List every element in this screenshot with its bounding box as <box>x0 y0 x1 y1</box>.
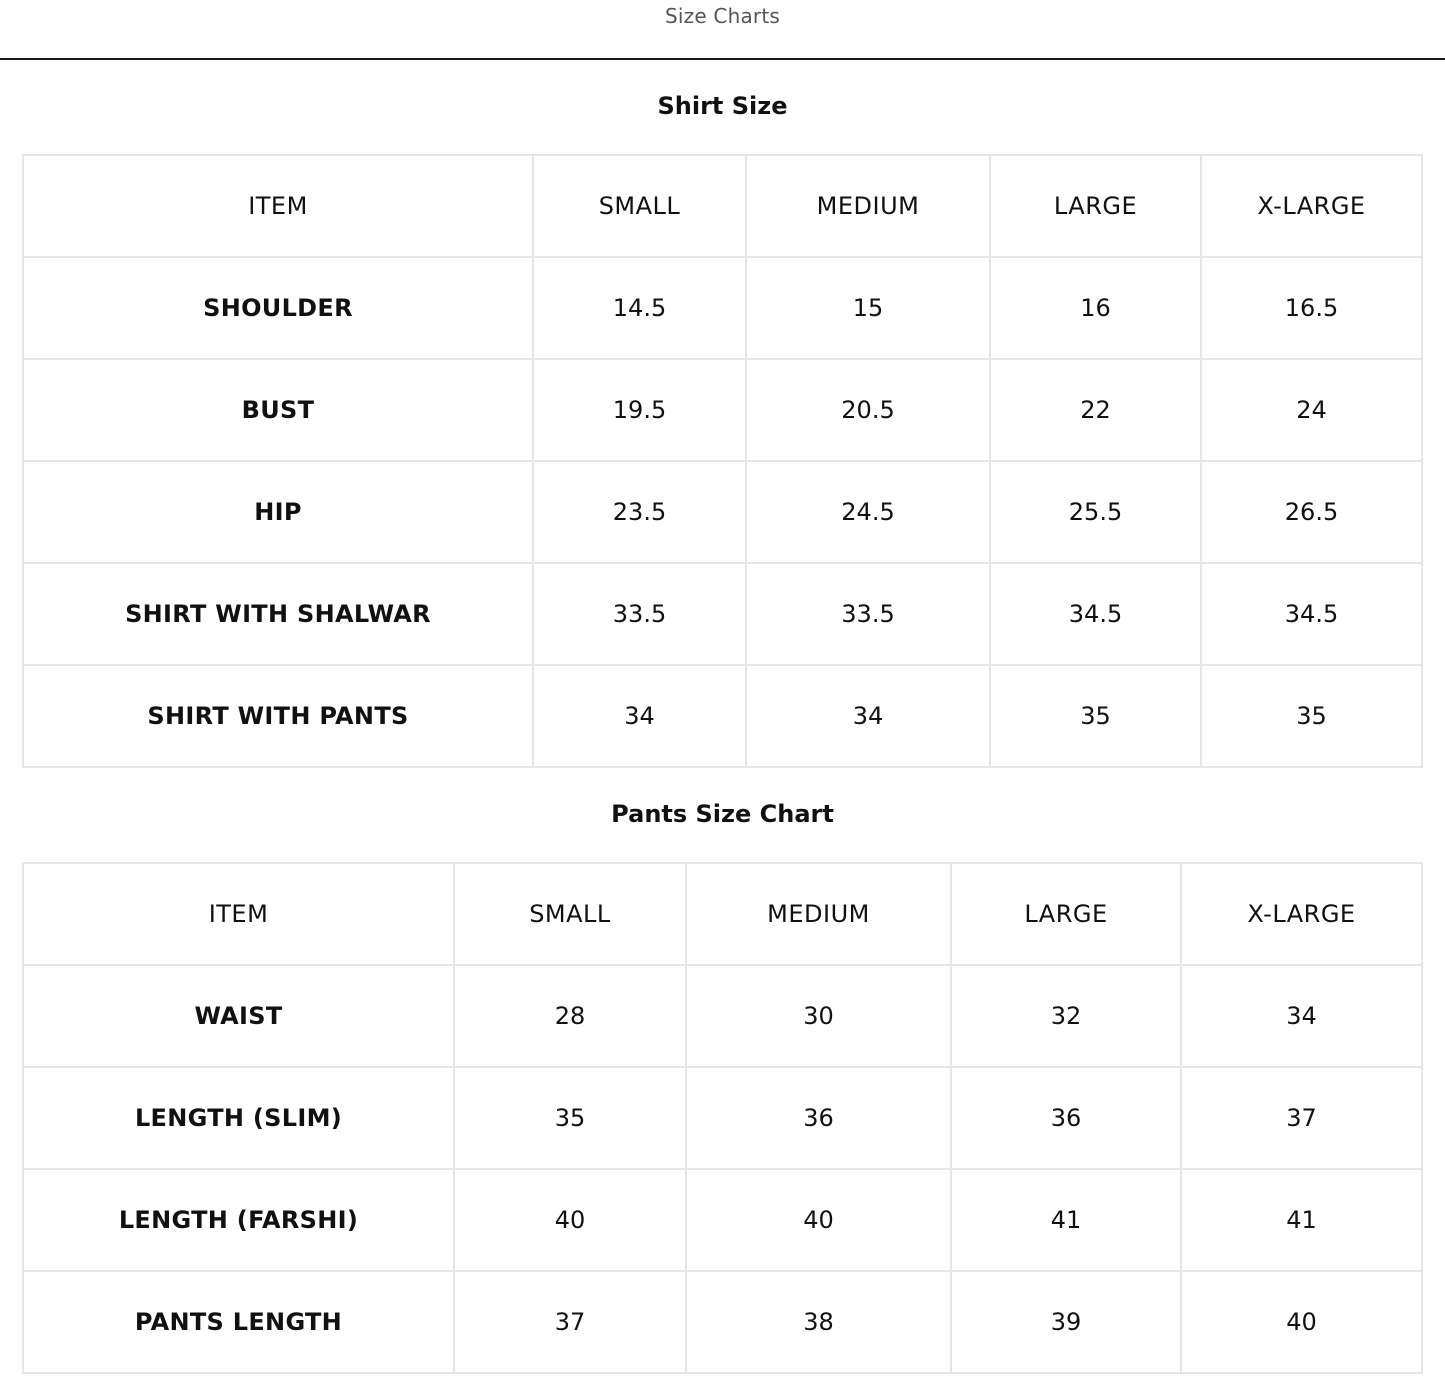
cell-value: 35 <box>454 1067 686 1169</box>
cell-value: 34.5 <box>990 563 1201 665</box>
column-header-item: ITEM <box>23 155 533 257</box>
cell-value: 35 <box>990 665 1201 767</box>
row-label: LENGTH (SLIM) <box>23 1067 454 1169</box>
row-label: WAIST <box>23 965 454 1067</box>
row-label: BUST <box>23 359 533 461</box>
table-row <box>23 461 1422 563</box>
table-row <box>23 257 1422 359</box>
cell-value: 37 <box>454 1271 686 1373</box>
row-label: LENGTH (FARSHI) <box>23 1169 454 1271</box>
cell-value: 34 <box>746 665 990 767</box>
column-header-medium: MEDIUM <box>746 155 990 257</box>
row-label: SHOULDER <box>23 257 533 359</box>
cell-value: 33.5 <box>746 563 990 665</box>
cell-value: 16.5 <box>1201 257 1422 359</box>
table-row <box>23 1067 1422 1169</box>
column-header-medium: MEDIUM <box>686 863 951 965</box>
row-label: SHIRT WITH PANTS <box>23 665 533 767</box>
cell-value: 35 <box>1201 665 1422 767</box>
cell-value: 22 <box>990 359 1201 461</box>
table-header-row <box>23 863 1422 965</box>
cell-value: 23.5 <box>533 461 746 563</box>
cell-value: 33.5 <box>533 563 746 665</box>
cell-value: 25.5 <box>990 461 1201 563</box>
column-header-x-large: X-LARGE <box>1181 863 1422 965</box>
cell-value: 36 <box>686 1067 951 1169</box>
cell-value: 41 <box>951 1169 1181 1271</box>
cell-value: 20.5 <box>746 359 990 461</box>
header-bar <box>0 0 1445 60</box>
row-label: SHIRT WITH SHALWAR <box>23 563 533 665</box>
cell-value: 32 <box>951 965 1181 1067</box>
cell-value: 39 <box>951 1271 1181 1373</box>
table-row <box>23 1271 1422 1373</box>
table-row <box>23 965 1422 1067</box>
page-title: Size Charts <box>665 4 780 28</box>
cell-value: 34 <box>533 665 746 767</box>
cell-value: 36 <box>951 1067 1181 1169</box>
cell-value: 40 <box>454 1169 686 1271</box>
cell-value: 40 <box>686 1169 951 1271</box>
cell-value: 19.5 <box>533 359 746 461</box>
cell-value: 16 <box>990 257 1201 359</box>
table-row <box>23 563 1422 665</box>
cell-value: 38 <box>686 1271 951 1373</box>
column-header-small: SMALL <box>533 155 746 257</box>
cell-value: 15 <box>746 257 990 359</box>
row-label: PANTS LENGTH <box>23 1271 454 1373</box>
table-row <box>23 1169 1422 1271</box>
cell-value: 24.5 <box>746 461 990 563</box>
column-header-large: LARGE <box>990 155 1201 257</box>
pants-size-title: Pants Size Chart <box>611 800 834 828</box>
cell-value: 34.5 <box>1201 563 1422 665</box>
column-header-item: ITEM <box>23 863 454 965</box>
column-header-large: LARGE <box>951 863 1181 965</box>
cell-value: 28 <box>454 965 686 1067</box>
column-header-small: SMALL <box>454 863 686 965</box>
cell-value: 30 <box>686 965 951 1067</box>
row-label: HIP <box>23 461 533 563</box>
column-header-x-large: X-LARGE <box>1201 155 1422 257</box>
cell-value: 24 <box>1201 359 1422 461</box>
shirt-size-table <box>22 154 1423 768</box>
table-row <box>23 359 1422 461</box>
cell-value: 34 <box>1181 965 1422 1067</box>
cell-value: 41 <box>1181 1169 1422 1271</box>
table-row <box>23 665 1422 767</box>
cell-value: 14.5 <box>533 257 746 359</box>
cell-value: 26.5 <box>1201 461 1422 563</box>
table-header-row <box>23 155 1422 257</box>
cell-value: 37 <box>1181 1067 1422 1169</box>
shirt-size-title: Shirt Size <box>657 92 788 120</box>
cell-value: 40 <box>1181 1271 1422 1373</box>
pants-size-table <box>22 862 1423 1374</box>
